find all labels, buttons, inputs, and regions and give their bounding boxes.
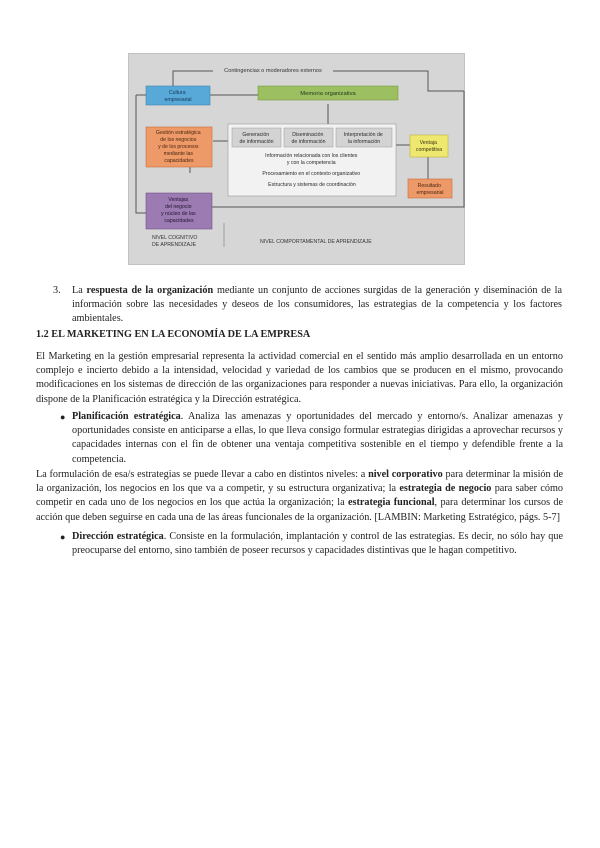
- paragraph-niveles: La formulación de esa/s estrategias se puede llevar a cabo en distintos niveles: a nivel corporativo para determinar la misión de la organización, los negocios en los que va a competir, y su estructura organizativa; la estrategia de negocio para saber cómo competir en cada uno de los negocios en los que actúa la organización; la estrategia funcional, para determinar los cursos de acción que deben seguirse en cada una de las áreas funcionales de la organización. [LAMBIN: Marketing Estratégico, págs. 5-7]: [36, 469, 564, 523]
- svg-text:Diseminación de informac: [291, 132, 325, 145]
- svg-text:Generación de informació: [239, 132, 273, 145]
- ventaja-line-2: competitiva: [415, 147, 443, 153]
- svg-text:Contingencias o moderadores ex: [224, 68, 322, 74]
- section-heading: 1.2 EL MARKETING EN LA ECONOMÍA DE LA EMPRESA: [36, 329, 311, 340]
- svg-text:Memoria organizativa: [300, 91, 356, 97]
- contingencias-label: Contingencias o moderadores externos: [224, 68, 322, 74]
- svg-text:NIVEL COGNITIVO DE APREN: [152, 235, 199, 248]
- svg-text:Información relacionada con lo: [262, 153, 361, 188]
- paragraph-marketing: El Marketing en la gestión empresarial representa la actividad comercial en el sentido más amplio desarrollada en un entorno complejo e incierto debido a la intensidad, velocidad y variedad de los cambios que se producen en el mismo, provocando modificaciones en los sistemas de dirección de las organizaciones para responder a nuevas iniciativas. Para ello, la organización dispone de la Planificación estratégica y la Dirección estratégica.: [36, 351, 563, 405]
- ventaja-box: [410, 135, 448, 157]
- cultura-line-1: Cultura: [168, 90, 186, 96]
- diseminacion-line-1: Diseminación: [292, 132, 324, 138]
- gestion-line-4: mediante las: [163, 151, 193, 157]
- item3-bold: respuesta de la organización: [86, 285, 214, 296]
- svg-text:Ventaja competitiva: [416, 140, 442, 153]
- bullet-planificacion: Planificación estratégica. Analiza las amenazas y oportunidades del mercado y entorno/s. Analizar amenazas y oportunidades consiste en anticiparse a ellas, lo que lleva consigo formular estrategias dirigidas a aprovechar recursos y capacidades internas con el fin de obtener una ventaja competitiva sostenible en el tiempo y defendible frente a la competencia.: [72, 411, 563, 465]
- svg-text:NIVEL COMPORTAMENTAL DE APREND: [260, 239, 372, 245]
- nivel-cognitivo-line-1: NIVEL COGNITIVO: [152, 235, 198, 241]
- list-number-3: 3.: [53, 285, 61, 296]
- gestion-line-2: de los negocios: [160, 137, 197, 143]
- info-line-3: Procesamiento en el contexto organizativo: [262, 171, 361, 177]
- interpretacion-line-2: la información: [347, 139, 381, 145]
- diseminacion-line-2: de información: [291, 139, 326, 145]
- resultado-line-2: empresarial: [416, 190, 444, 196]
- ventajas-negocio-line-3: y núcleo de las: [160, 211, 196, 217]
- bullet2-bold: Dirección estratégica: [72, 531, 164, 542]
- info-line-1: Información relacionada con los clientes: [265, 153, 358, 159]
- gestion-line-5: capacidades: [164, 158, 194, 164]
- generacion-line-1: Generación: [242, 132, 270, 138]
- list-item-respuesta: La respuesta de la organización mediante un conjunto de acciones surgidas de la generación y diseminación de la información sobre las necesidades y deseos de los consumidores, las estrategias de la competencia y los factores ambientales.: [72, 285, 562, 325]
- nivel-cognitivo-line-2: DE APRENDIZAJE: [152, 242, 197, 248]
- interpretacion-line-1: Interpretación de: [343, 132, 383, 138]
- bullet-icon: ●: [60, 412, 66, 422]
- cultura-line-2: empresarial: [164, 97, 192, 103]
- svg-text:Resultado empresarial: [416, 183, 443, 196]
- info-line-2: y con la competencia: [286, 160, 336, 166]
- bullet1-bold: Planificación estratégica: [72, 411, 181, 422]
- generacion-line-2: de información: [239, 139, 274, 145]
- ventaja-line-1: Ventaja: [419, 140, 437, 146]
- info-line-4: Estructura y sistemas de coordinación: [268, 182, 356, 188]
- ventajas-negocio-line-2: del negocio: [165, 204, 192, 210]
- svg-text:Interpretación de la inf: [344, 132, 384, 145]
- bullet-icon: ●: [60, 532, 66, 542]
- memoria-label: Memoria organizativa: [300, 91, 356, 97]
- ventajas-negocio-line-4: capacidades: [164, 218, 194, 224]
- resultado-line-1: Resultado: [417, 183, 441, 189]
- nivel-comportamental-label: NIVEL COMPORTAMENTAL DE APRENDIZAJE: [260, 239, 372, 245]
- learning-diagram-figure: [128, 53, 465, 265]
- gestion-line-1: Gestión estratégica: [155, 130, 201, 136]
- ventajas-negocio-line-1: Ventajas: [168, 197, 189, 203]
- bullet-direccion: Dirección estratégica. Consiste en la formulación, implantación y control de las estrategias. Es decir, no sólo hay que preocuparse del entorno, sino también de poseer recursos y capacidades distintivas que le hagan competitivo.: [72, 531, 563, 557]
- gestion-line-3: y de los procesos: [158, 144, 199, 150]
